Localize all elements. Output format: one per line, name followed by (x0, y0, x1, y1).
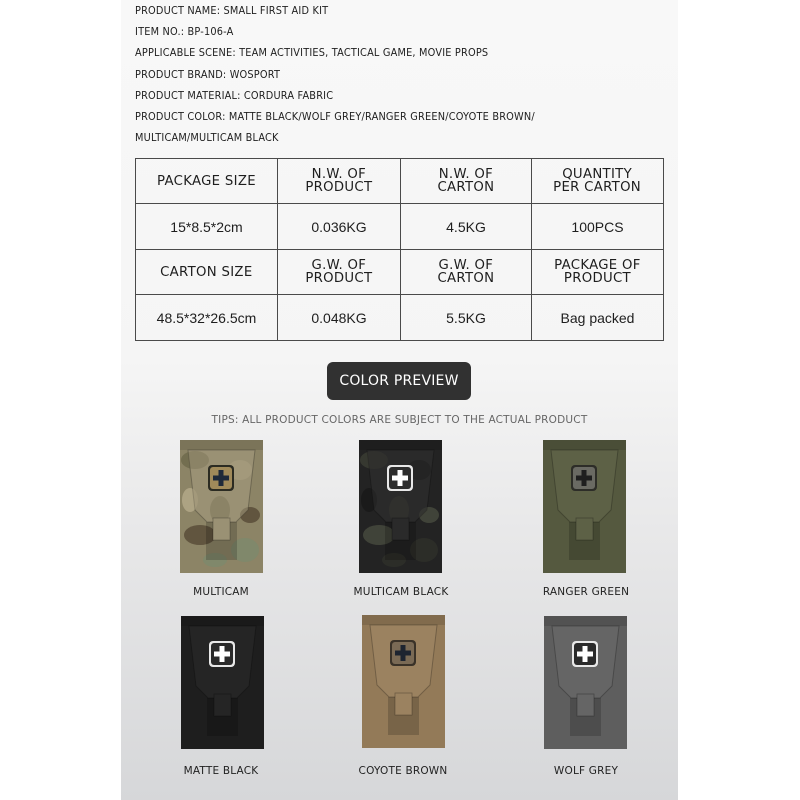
product-detail-panel (121, 0, 678, 800)
header-line: N.W. OF (438, 167, 494, 182)
color-swatch-label: RANGER GREEN (542, 586, 630, 598)
spec-product-color-cont: MULTICAM/MULTICAM BLACK (135, 132, 279, 145)
color-swatch[interactable] (543, 440, 626, 573)
table-value-cell: 4.5KG (401, 204, 532, 250)
header-line: PRODUCT (305, 271, 373, 286)
spec-item-no: ITEM NO.: BP-106-A (135, 26, 234, 39)
table-header-cell (401, 250, 532, 295)
header-line: G.W. OF (311, 258, 367, 273)
table-header-cell (532, 159, 664, 204)
multicam-black-pouch-icon (359, 440, 442, 573)
color-swatch[interactable] (362, 615, 445, 748)
multicam-pouch-icon (180, 440, 263, 573)
header-label (438, 168, 495, 194)
header-label (554, 168, 642, 194)
header-line: CARTON (437, 180, 495, 195)
matte-black-pouch-icon (181, 616, 264, 749)
table-header-row (136, 250, 664, 295)
color-swatch-label: COYOTE BROWN (358, 765, 448, 777)
table-value-cell: 100PCS (532, 204, 664, 250)
color-swatch[interactable] (544, 616, 627, 749)
header-line: PRODUCT (305, 180, 373, 195)
spec-applicable-scene: APPLICABLE SCENE: TEAM ACTIVITIES, TACTICAL GAME, MOVIE PROPS (135, 47, 489, 60)
header-line: QUANTITY (562, 167, 633, 182)
color-swatch[interactable] (180, 440, 263, 573)
header-label (305, 259, 372, 285)
spec-product-material: PRODUCT MATERIAL: CORDURA FABRIC (135, 89, 334, 102)
header-line: PACKAGE SIZE (157, 173, 256, 189)
color-swatch[interactable] (359, 440, 442, 573)
wolf-grey-pouch-icon (544, 616, 627, 749)
ranger-green-pouch-icon (543, 440, 626, 573)
table-header-cell (278, 250, 401, 295)
table-value-cell: 0.036KG (278, 204, 401, 250)
header-line: G.W. OF (438, 258, 494, 273)
color-swatch-label: MATTE BLACK (183, 765, 259, 777)
header-line: CARTON (437, 271, 495, 286)
table-header-cell (278, 159, 401, 204)
color-swatch[interactable] (181, 616, 264, 749)
header-line: CARTON SIZE (160, 264, 253, 280)
table-value-cell: 5.5KG (401, 295, 532, 341)
header-line: PER CARTON (553, 180, 642, 195)
table-value-row (136, 295, 664, 341)
header-line: PRODUCT (563, 271, 632, 286)
table-value-cell: 48.5*32*26.5cm (136, 295, 278, 341)
table-header-cell (136, 159, 278, 204)
header-label (305, 168, 372, 194)
spec-product-brand: PRODUCT BRAND: WOSPORT (135, 68, 281, 81)
table-value-cell: Bag packed (532, 295, 664, 341)
table-value-cell: 0.048KG (278, 295, 401, 341)
coyote-brown-pouch-icon (362, 615, 445, 748)
spec-product-color: PRODUCT COLOR: MATTE BLACK/WOLF GREY/RANGER GREEN/COYOTE BROWN/ (135, 110, 535, 123)
header-line: PACKAGE OF (554, 258, 641, 273)
color-swatch-label: MULTICAM BLACK (353, 586, 449, 598)
spec-list (135, 4, 565, 152)
table-header-row (136, 159, 664, 204)
table-header-cell (401, 159, 532, 204)
table-header-cell (136, 250, 278, 295)
header-label (157, 175, 256, 188)
header-label (554, 259, 641, 285)
spec-product-name: PRODUCT NAME: SMALL FIRST AID KIT (135, 5, 329, 17)
header-label (438, 259, 495, 285)
header-label (160, 266, 252, 279)
table-header-cell (532, 250, 664, 295)
spec-table (135, 158, 664, 341)
header-line: N.W. OF (311, 167, 367, 182)
table-value-cell: 15*8.5*2cm (136, 204, 278, 250)
table-value-row (136, 204, 664, 250)
color-preview-button[interactable]: COLOR PREVIEW (327, 362, 471, 400)
color-swatch-label: WOLF GREY (553, 765, 619, 777)
color-swatch-label: MULTICAM (193, 586, 249, 598)
color-tips: TIPS: ALL PRODUCT COLORS ARE SUBJECT TO THE ACTUAL PRODUCT (211, 414, 588, 426)
